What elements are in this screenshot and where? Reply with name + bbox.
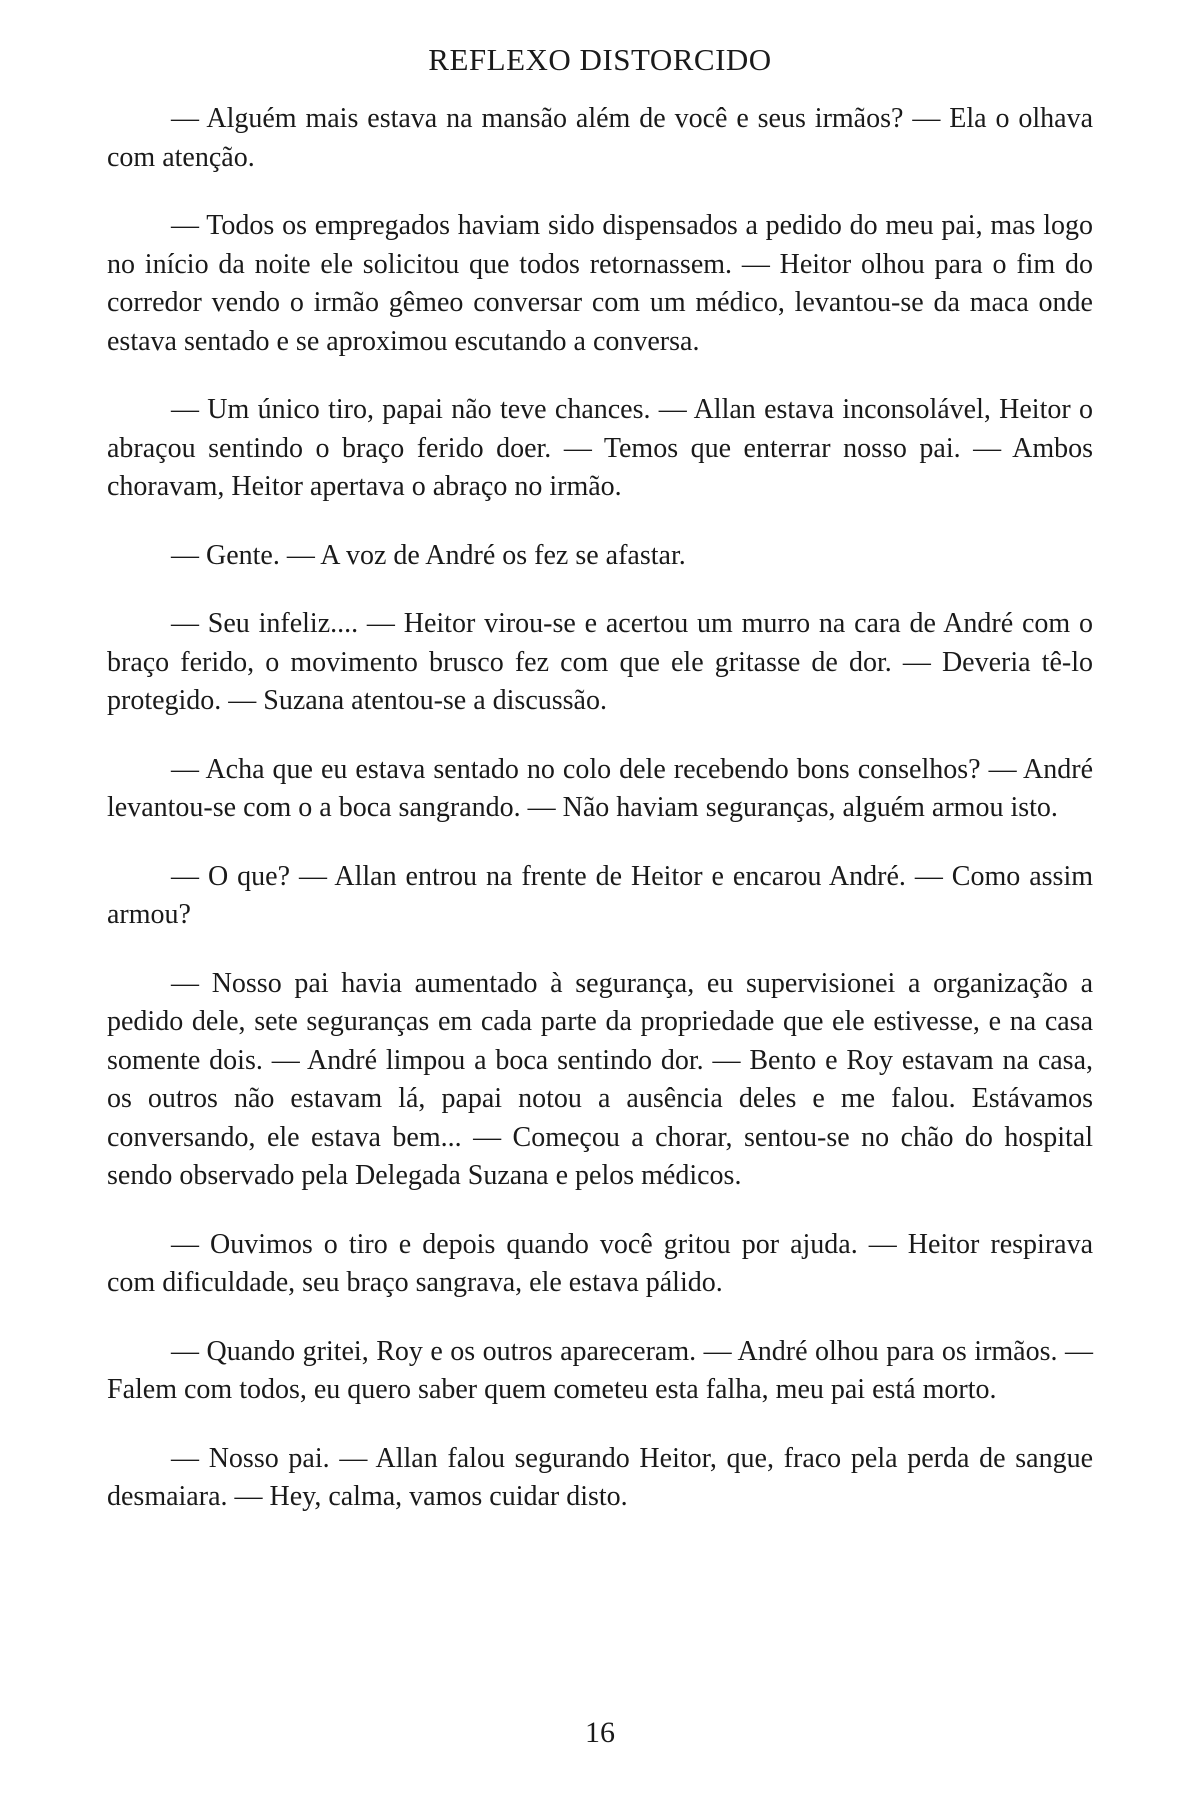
body-text: [107, 100, 1093, 1547]
paragraph: — O que? — Allan entrou na frente de Heitor e encarou André. — Como assim armou?: [107, 860, 1093, 930]
paragraph: — Acha que eu estava sentado no colo dele recebendo bons conselhos? — André levantou-se com o a boca sangrando. — Não haviam seguranças, alguém armou isto.: [107, 753, 1093, 823]
paragraph: — Um único tiro, papai não teve chances. — Allan estava inconsolável, Heitor o abraçou sentindo o braço ferido doer. — Temos que enterrar nosso pai. — Ambos choravam, Heitor apertava o abraço no irmão.: [107, 394, 1093, 502]
paragraph: — Quando gritei, Roy e os outros apareceram. — André olhou para os irmãos. — Falem com todos, eu quero saber quem cometeu esta falha, meu pai está morto.: [107, 1335, 1093, 1405]
paragraph: — Ouvimos o tiro e depois quando você gritou por ajuda. — Heitor respirava com dificuldade, seu braço sangrava, ele estava pálido.: [107, 1228, 1093, 1298]
paragraph: — Seu infeliz.... — Heitor virou-se e acertou um murro na cara de André com o braço ferido, o movimento brusco fez com que ele gritasse de dor. — Deveria tê-lo protegido. — Suzana atentou-se a discussão.: [107, 608, 1093, 716]
paragraph: — Alguém mais estava na mansão além de você e seus irmãos? — Ela o olhava com atenção.: [107, 103, 1093, 173]
page-number: 16: [585, 1716, 615, 1749]
running-title: REFLEXO DISTORCIDO: [428, 42, 772, 77]
paragraph: — Todos os empregados haviam sido dispensados a pedido do meu pai, mas logo no início da noite ele solicitou que todos retornassem. — Heitor olhou para o fim do corredor vendo o irmão gêmeo conversar com um médico, levantou-se da maca onde estava sentado e se aproximou escutando a conversa.: [107, 210, 1093, 357]
paragraph: — Nosso pai. — Allan falou segurando Heitor, que, fraco pela perda de sangue desmaiara. — Hey, calma, vamos cuidar disto.: [107, 1442, 1093, 1512]
paragraph: — Gente. — A voz de André os fez se afastar.: [171, 539, 686, 571]
paragraph: — Nosso pai havia aumentado à segurança, eu supervisionei a organização a pedido dele, sete seguranças em cada parte da propriedade que ele estivesse, e na casa somente dois. — André limpou a boca sentindo dor. — Bento e Roy estavam na casa, os outros não estavam lá, papai notou a ausência deles e me falou. Estávamos conversando, ele estava bem... — Começou a chorar, sentou-se no chão do hospital sendo observado pela Delegada Suzana e pelos médicos.: [107, 967, 1093, 1191]
